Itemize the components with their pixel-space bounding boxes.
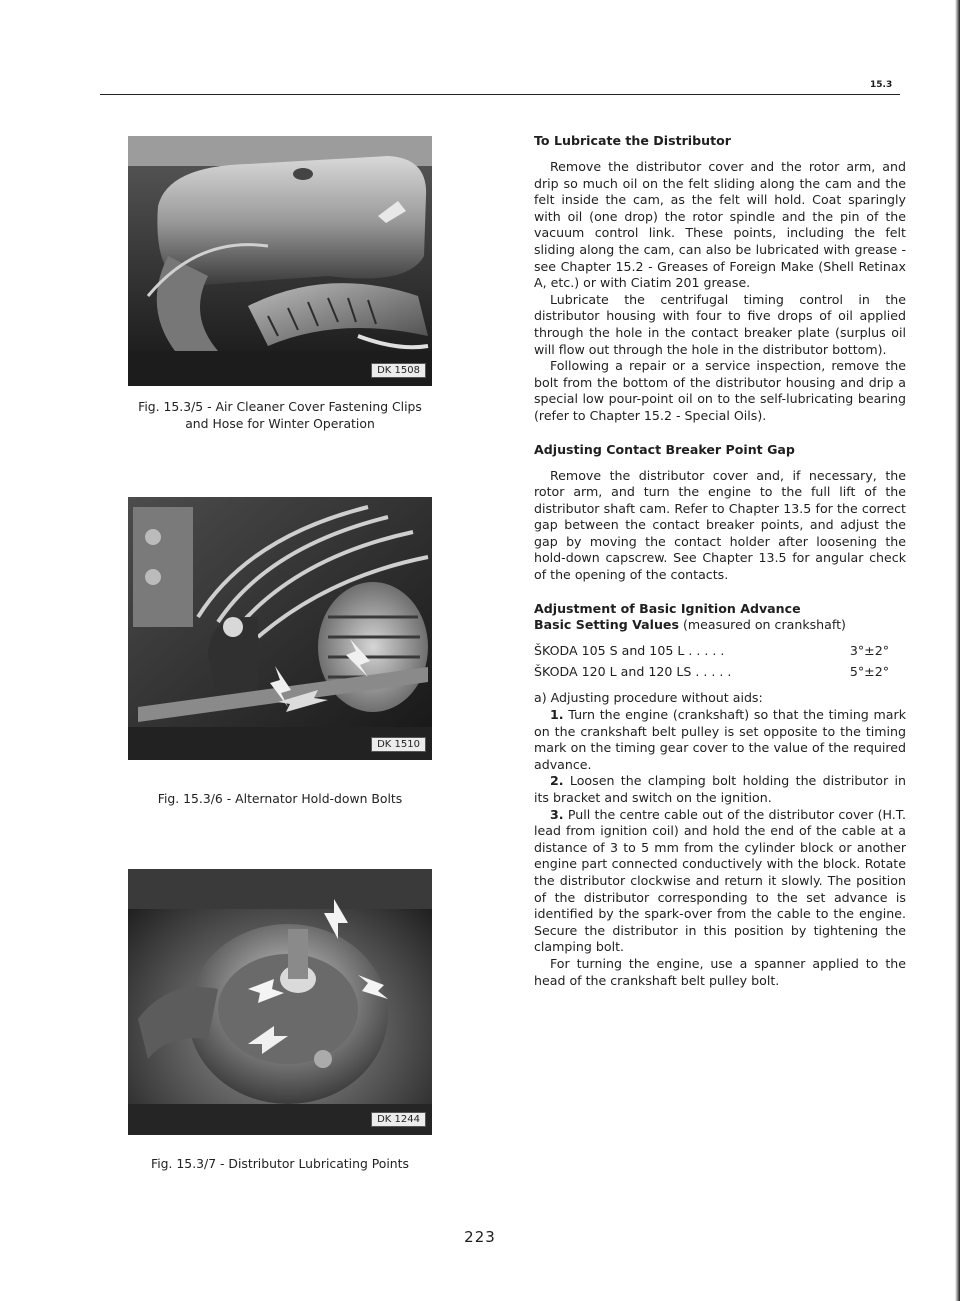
- page-edge-shadow: [955, 0, 960, 1301]
- caption-line: Fig. 15.3/7 - Distributor Lubricating Points: [151, 1156, 409, 1171]
- figure-reference-label: DK 1508: [371, 363, 426, 378]
- text-column: [534, 132, 906, 989]
- subtitle-bold: Basic Setting Values: [534, 616, 679, 632]
- figure-alternator-photo: [128, 497, 432, 760]
- alternator-engine-image: [128, 497, 432, 760]
- air-cleaner-engine-image: [128, 136, 432, 386]
- procedure-note: For turning the engine, use a spanner applied to the head of the crankshaft belt pulley bolt.: [534, 955, 906, 988]
- figure-caption: [128, 790, 432, 807]
- figure-reference-label: DK 1244: [371, 1112, 426, 1127]
- header-rule: [100, 94, 900, 95]
- figure-air-cleaner-photo: [128, 136, 432, 386]
- figure-caption: [128, 1155, 432, 1172]
- spec-row: [534, 643, 889, 660]
- step-text: Pull the centre cable out of the distributor cover (H.T. lead from ignition coil) and hold the end of the cable at a distance of 3 to 5 mm from the cylinder block or another engine part connected conductively with the block. Rotate the distributor clockwise and return it slowly. The position of the distributor corresponding to the set advance is identified by the spark-over from the cable to the engine. Secure the distributor in this position by tightening the clamping bolt.: [534, 806, 906, 955]
- spec-model: ŠKODA 105 S and 105 L . . . . .: [534, 643, 725, 659]
- section-heading-advance: Adjustment of Basic Ignition Advance: [534, 600, 801, 616]
- caption-line: and Hose for Winter Operation: [185, 416, 375, 431]
- caption-line: Fig. 15.3/6 - Alternator Hold-down Bolts: [157, 791, 403, 806]
- page-number: 223: [464, 1228, 496, 1246]
- distributor-image: [128, 869, 432, 1135]
- section-heading-gap: Adjusting Contact Breaker Point Gap: [534, 441, 795, 457]
- step-text: Turn the engine (crankshaft) so that the timing mark on the crankshaft belt pulley is set opposite to the timing mark on the timing gear cover to the value of the required advance.: [534, 707, 906, 772]
- paragraph: Following a repair or a service inspection, remove the bolt from the bottom of the distributor housing and drip a special low pour-point oil on to the self-lubricating bearing (refer to Chapter 15.2 - Special Oils).: [534, 358, 906, 423]
- basic-setting-subtitle: [534, 617, 906, 634]
- figure-caption: [128, 398, 432, 432]
- paragraph: Remove the distributor cover and the rotor arm, and drip so much oil on the felt sliding along the cam and the felt inside the cam, as the felt will hold. Coat sparingly with oil (one drop) the rotor spindle and the pin of the vacuum control link. These points, including the felt sliding along the cam, can also be lubricated with grease - see Chapter 15.2 - Greases of Foreign Make (Shell Retinax A, etc.) or with Ciatim 201 grease.: [534, 159, 906, 291]
- figure-reference-label: DK 1510: [371, 737, 426, 752]
- caption-line: Fig. 15.3/5 - Air Cleaner Cover Fastening Clips: [138, 399, 422, 414]
- spec-value: 5°±2°: [849, 663, 889, 679]
- section-heading-lubricate: To Lubricate the Distributor: [534, 133, 731, 148]
- procedure-step: [534, 707, 906, 773]
- step-text: Loosen the clamping bolt holding the distributor in its bracket and switch on the ignition.: [534, 773, 906, 805]
- figure-distributor-photo: [128, 869, 432, 1135]
- subtitle-rest: (measured on crankshaft): [678, 616, 846, 632]
- procedure-step: [534, 773, 906, 806]
- step-number: 3.: [550, 806, 564, 822]
- spec-row: [534, 664, 889, 681]
- section-page-ref: 15.3: [870, 80, 893, 90]
- paragraph: Lubricate the centrifugal timing control in the distributor housing with four to five drops of oil applied through the hole in the contact breaker plate (surplus oil will flow out through the hole in the distributor bottom).: [534, 291, 906, 357]
- step-number: 1.: [550, 707, 564, 723]
- step-number: 2.: [550, 773, 564, 789]
- procedure-intro: a) Adjusting procedure without aids:: [534, 690, 763, 706]
- paragraph: Remove the distributor cover and, if necessary, the rotor arm, and turn the engine to the full lift of the distributor shaft cam. Refer to Chapter 13.5 for the correct gap between the contact breaker points, and adjust the gap by moving the contact holder after loosening the hold-down capscrew. See Chapter 13.5 for angular check of the opening of the contacts.: [534, 467, 906, 583]
- spec-value: 3°±2°: [849, 643, 889, 659]
- spec-model: ŠKODA 120 L and 120 LS . . . . .: [534, 663, 732, 679]
- procedure-step: [534, 807, 906, 956]
